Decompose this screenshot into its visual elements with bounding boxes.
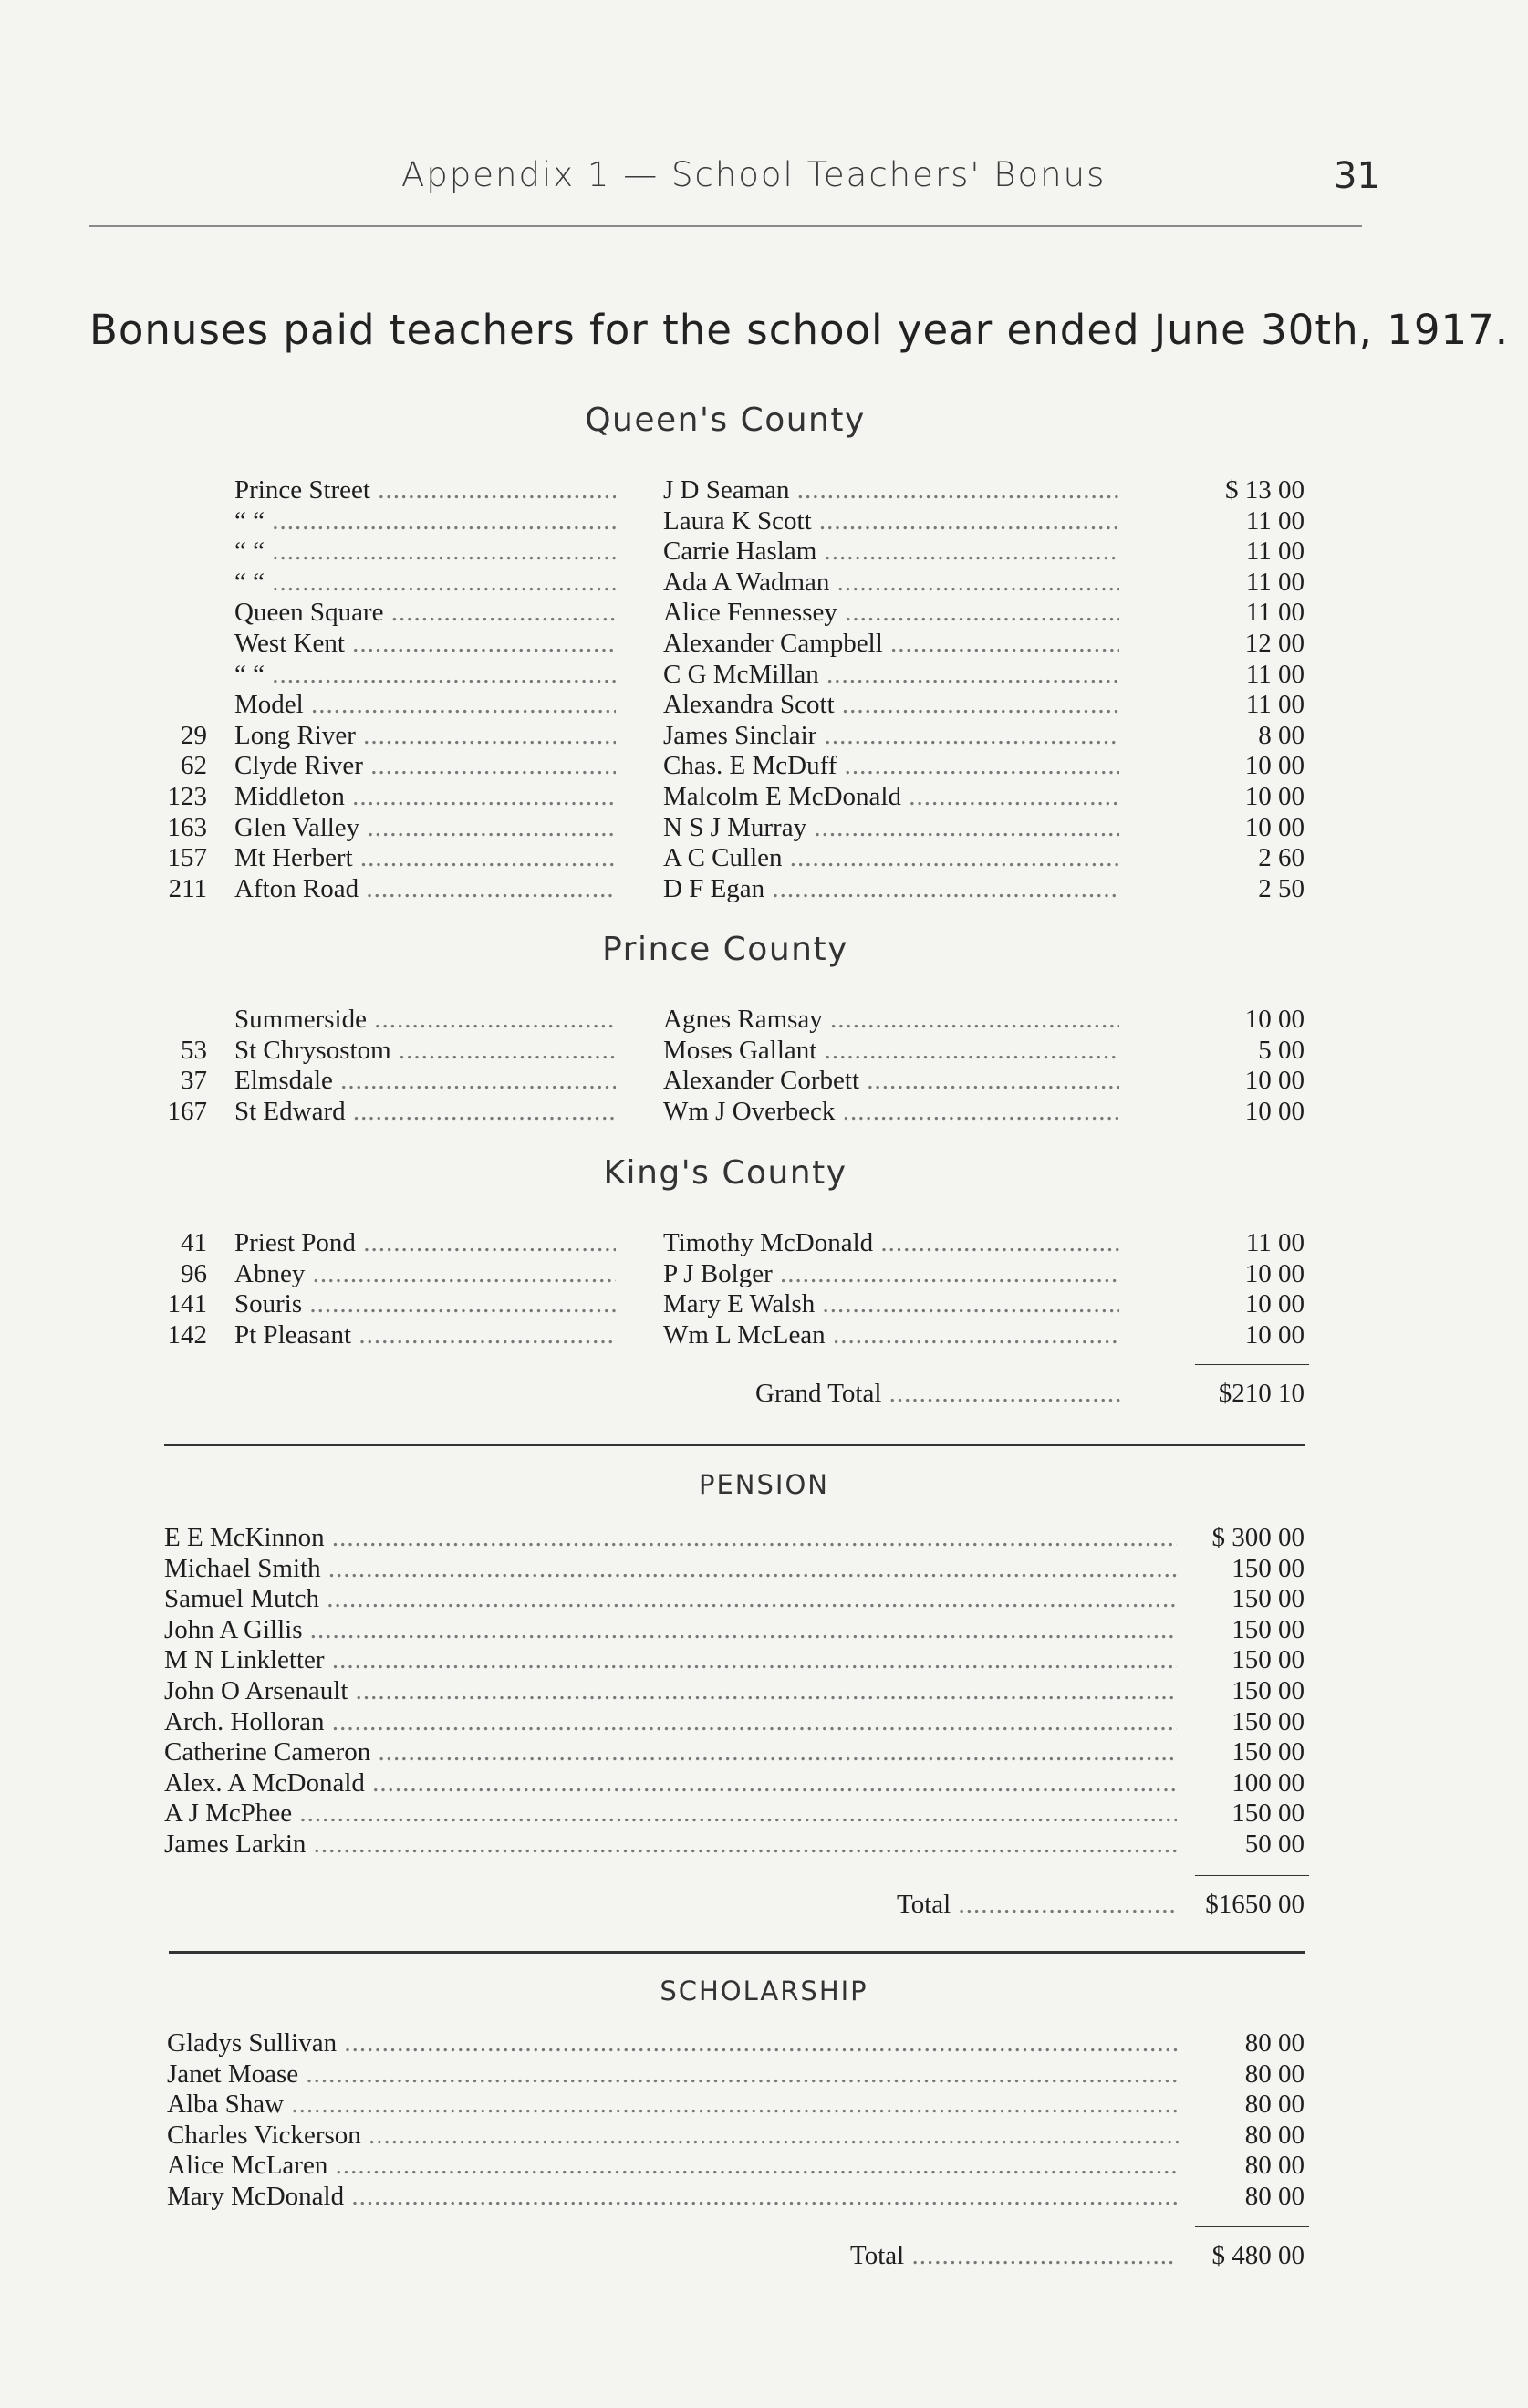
pension-heading: PENSION <box>699 1469 829 1500</box>
teacher-name: Alexander Campbell ..... <box>663 628 1119 659</box>
pension-name: M N Linkletter ..... <box>164 1644 1177 1675</box>
bonus-amount: 10 00 <box>1244 1005 1305 1034</box>
school-name: Queen Square ..... <box>234 597 616 628</box>
school-name: Summerside ..... <box>234 1004 616 1035</box>
bonus-amount: 11 00 <box>1245 567 1305 597</box>
bonus-amount: 10 00 <box>1244 1319 1305 1350</box>
district-number: 41 <box>181 1228 207 1257</box>
school-name: Elmsdale ..... <box>234 1065 616 1096</box>
pension-amount: 150 00 <box>1232 1798 1305 1829</box>
district-number: 29 <box>181 720 207 750</box>
bonus-row <box>0 720 1528 751</box>
county-heading: King's County <box>603 1154 847 1192</box>
section-rule <box>169 1951 1305 1954</box>
teacher-name: J D Seaman ..... <box>663 474 1119 506</box>
district-number: 141 <box>167 1289 207 1319</box>
pension-row <box>0 1553 1528 1584</box>
pension-row <box>0 1706 1528 1737</box>
school-name: Glen Valley ..... <box>234 812 616 843</box>
bonus-row <box>0 659 1528 690</box>
bonus-row <box>0 1035 1528 1066</box>
bonus-amount: 10 00 <box>1244 1258 1305 1288</box>
pension-row <box>0 1829 1528 1860</box>
pension-row <box>0 1522 1528 1553</box>
bonus-row <box>0 1096 1528 1127</box>
running-title: Appendix 1 — School Teachers' Bonus <box>401 155 1107 194</box>
pension-row <box>0 1675 1528 1706</box>
bonus-row <box>0 506 1528 537</box>
bonus-row <box>0 873 1528 904</box>
pension-name: Alex. A McDonald ..... <box>164 1767 1177 1798</box>
teacher-name: Chas. E McDuff ..... <box>663 750 1119 781</box>
bonus-row <box>0 1258 1528 1289</box>
district-number: 167 <box>167 1096 207 1126</box>
pension-row <box>0 1644 1528 1675</box>
bonus-amount: 11 00 <box>1245 690 1305 720</box>
pension-name: Michael Smith ..... <box>164 1553 1177 1584</box>
scholarship-row <box>0 2028 1528 2059</box>
scholarship-name: Gladys Sullivan ..... <box>167 2028 1180 2059</box>
teacher-name: Alexandra Scott ..... <box>663 689 1119 720</box>
bonus-row <box>0 1227 1528 1258</box>
grand-total-amount: $210 10 <box>1218 1379 1305 1408</box>
teacher-name: N S J Murray ..... <box>663 812 1119 843</box>
school-name: Mt Herbert ..... <box>234 842 616 873</box>
page-header <box>0 155 1528 210</box>
bonus-row <box>0 1319 1528 1350</box>
bonus-row <box>0 1288 1528 1319</box>
teacher-name: Alexander Corbett ..... <box>663 1065 1119 1096</box>
bonus-amount: 5 00 <box>1258 1035 1305 1065</box>
school-name: “ “ ..... <box>234 567 616 598</box>
bonus-row <box>0 597 1528 628</box>
scholarship-amount: 80 00 <box>1244 2090 1305 2120</box>
scholarship-amount: 80 00 <box>1244 2182 1305 2211</box>
bonus-row <box>0 842 1528 873</box>
bonus-amount: 10 00 <box>1244 1066 1305 1096</box>
pension-row <box>0 1583 1528 1614</box>
scholarship-amount: 80 00 <box>1244 2120 1305 2150</box>
pension-name: Catherine Cameron ..... <box>164 1736 1177 1767</box>
teacher-name: Ada A Wadman ..... <box>663 567 1119 598</box>
scholarship-total-row <box>0 2240 1528 2271</box>
district-number: 96 <box>181 1258 207 1288</box>
total-rule <box>1195 2226 1309 2227</box>
scholarship-name: Mary McDonald ..... <box>167 2181 1180 2212</box>
scholarship-amount: 80 00 <box>1244 2059 1305 2089</box>
pension-total-label: Total ..... <box>897 1889 1175 1920</box>
pension-name: Arch. Holloran ..... <box>164 1706 1177 1737</box>
teacher-name: James Sinclair ..... <box>663 720 1119 751</box>
bonus-row <box>0 474 1528 506</box>
bonus-amount: 8 00 <box>1258 720 1305 750</box>
bonus-amount: 11 00 <box>1245 659 1305 689</box>
bonus-row <box>0 536 1528 567</box>
scholarship-amount: 80 00 <box>1244 2151 1305 2181</box>
total-rule <box>1195 1875 1309 1876</box>
pension-name: John A Gillis ..... <box>164 1614 1177 1645</box>
pension-row <box>0 1614 1528 1645</box>
teacher-name: D F Egan ..... <box>663 873 1119 904</box>
bonus-amount: 11 00 <box>1245 598 1305 628</box>
scholarship-name: Charles Vickerson ..... <box>167 2120 1180 2151</box>
teacher-name: Malcolm E McDonald ..... <box>663 781 1119 812</box>
bonus-row <box>0 628 1528 659</box>
pension-amount: 150 00 <box>1232 1676 1305 1705</box>
school-name: St Chrysostom ..... <box>234 1035 616 1066</box>
school-name: Long River ..... <box>234 720 616 751</box>
pension-name: A J McPhee ..... <box>164 1798 1177 1829</box>
teacher-name: Agnes Ramsay ..... <box>663 1004 1119 1035</box>
bonus-row <box>0 812 1528 843</box>
scholarship-amount: 80 00 <box>1244 2028 1305 2058</box>
school-name: St Edward ..... <box>234 1096 616 1127</box>
county-heading: Prince County <box>602 931 848 968</box>
teacher-name: Carrie Haslam ..... <box>663 536 1119 567</box>
section-rule <box>164 1444 1305 1446</box>
main-heading: Bonuses paid teachers for the school year ended June 30th, 1917. <box>89 306 1510 354</box>
school-name: Priest Pond ..... <box>234 1227 616 1258</box>
pension-amount: 50 00 <box>1244 1829 1305 1859</box>
school-name: Pt Pleasant ..... <box>234 1319 616 1350</box>
pension-row <box>0 1736 1528 1767</box>
bonus-amount: 10 00 <box>1244 751 1305 781</box>
pension-amount: 150 00 <box>1232 1614 1305 1644</box>
scholarship-row <box>0 2120 1528 2151</box>
bonus-row <box>0 567 1528 598</box>
district-number: 62 <box>181 751 207 781</box>
district-number: 157 <box>167 843 207 873</box>
teacher-name: Wm L McLean ..... <box>663 1319 1119 1350</box>
scholarship-heading: SCHOLARSHIP <box>660 1975 868 2007</box>
district-number: 123 <box>167 782 207 811</box>
teacher-name: Timothy McDonald ..... <box>663 1227 1119 1258</box>
teacher-name: Mary E Walsh ..... <box>663 1288 1119 1319</box>
pension-total-amount: $1650 00 <box>1205 1890 1305 1919</box>
bonus-amount: 2 60 <box>1258 843 1305 873</box>
teacher-name: Wm J Overbeck ..... <box>663 1096 1119 1127</box>
bonus-amount: 10 00 <box>1244 782 1305 811</box>
teacher-name: Moses Gallant ..... <box>663 1035 1119 1066</box>
scholarship-total-amount: $ 480 00 <box>1211 2241 1305 2270</box>
county-heading: Queen's County <box>585 401 866 439</box>
pension-amount: 150 00 <box>1232 1645 1305 1675</box>
scholarship-row <box>0 2089 1528 2120</box>
teacher-name: Alice Fennessey ..... <box>663 597 1119 628</box>
bonus-row <box>0 781 1528 812</box>
bonus-amount: 12 00 <box>1244 629 1305 658</box>
scholarship-total-label: Total ..... <box>850 2240 1175 2271</box>
school-name: “ “ ..... <box>234 536 616 567</box>
school-name: West Kent ..... <box>234 628 616 659</box>
pension-amount: 150 00 <box>1232 1737 1305 1767</box>
school-name: Abney ..... <box>234 1258 616 1289</box>
scholarship-row <box>0 2059 1528 2090</box>
bonus-row <box>0 689 1528 720</box>
scholarship-name: Janet Moase ..... <box>167 2059 1180 2090</box>
district-number: 53 <box>181 1035 207 1065</box>
scholarship-row <box>0 2181 1528 2212</box>
district-number: 211 <box>168 873 207 903</box>
school-name: Souris ..... <box>234 1288 616 1319</box>
school-name: Prince Street ..... <box>234 474 616 506</box>
school-name: Clyde River ..... <box>234 750 616 781</box>
total-rule <box>1195 1364 1309 1365</box>
bonus-amount: 2 50 <box>1258 873 1305 903</box>
school-name: “ “ ..... <box>234 506 616 537</box>
bonus-amount: $ 13 00 <box>1225 475 1305 505</box>
school-name: Afton Road ..... <box>234 873 616 904</box>
pension-row <box>0 1767 1528 1798</box>
teacher-name: C G McMillan ..... <box>663 659 1119 690</box>
school-name: Middleton ..... <box>234 781 616 812</box>
scholarship-name: Alba Shaw ..... <box>167 2089 1180 2120</box>
district-number: 142 <box>167 1319 207 1350</box>
pension-amount: 150 00 <box>1232 1584 1305 1614</box>
teacher-name: P J Bolger ..... <box>663 1258 1119 1289</box>
pension-name: John O Arsenault ..... <box>164 1675 1177 1706</box>
teacher-name: A C Cullen ..... <box>663 842 1119 873</box>
bonus-row <box>0 750 1528 781</box>
school-name: Model ..... <box>234 689 616 720</box>
school-name: “ “ ..... <box>234 659 616 690</box>
pension-total-row <box>0 1889 1528 1920</box>
bonus-amount: 11 00 <box>1245 506 1305 536</box>
pension-row <box>0 1798 1528 1829</box>
pension-name: Samuel Mutch ..... <box>164 1583 1177 1614</box>
bonus-amount: 10 00 <box>1244 1096 1305 1126</box>
pension-name: James Larkin ..... <box>164 1829 1177 1860</box>
bonus-row <box>0 1065 1528 1096</box>
pension-amount: 150 00 <box>1232 1553 1305 1583</box>
scholarship-name: Alice McLaren ..... <box>167 2150 1180 2181</box>
pension-name: E E McKinnon ..... <box>164 1522 1177 1553</box>
bonus-amount: 10 00 <box>1244 812 1305 842</box>
bonus-row <box>0 1004 1528 1035</box>
teacher-name: Laura K Scott ..... <box>663 506 1119 537</box>
grand-total-row <box>0 1378 1528 1409</box>
scholarship-row <box>0 2150 1528 2181</box>
bonus-amount: 11 00 <box>1245 537 1305 567</box>
grand-total-label: Grand Total ..... <box>755 1378 1120 1409</box>
pension-amount: 100 00 <box>1232 1767 1305 1798</box>
bonus-amount: 10 00 <box>1244 1289 1305 1319</box>
district-number: 37 <box>181 1066 207 1096</box>
header-rule <box>89 225 1362 227</box>
district-number: 163 <box>167 812 207 842</box>
pension-amount: 150 00 <box>1232 1706 1305 1736</box>
bonus-amount: 11 00 <box>1245 1228 1305 1257</box>
page-number: 31 <box>1334 155 1380 197</box>
pension-amount: $ 300 00 <box>1211 1523 1305 1552</box>
